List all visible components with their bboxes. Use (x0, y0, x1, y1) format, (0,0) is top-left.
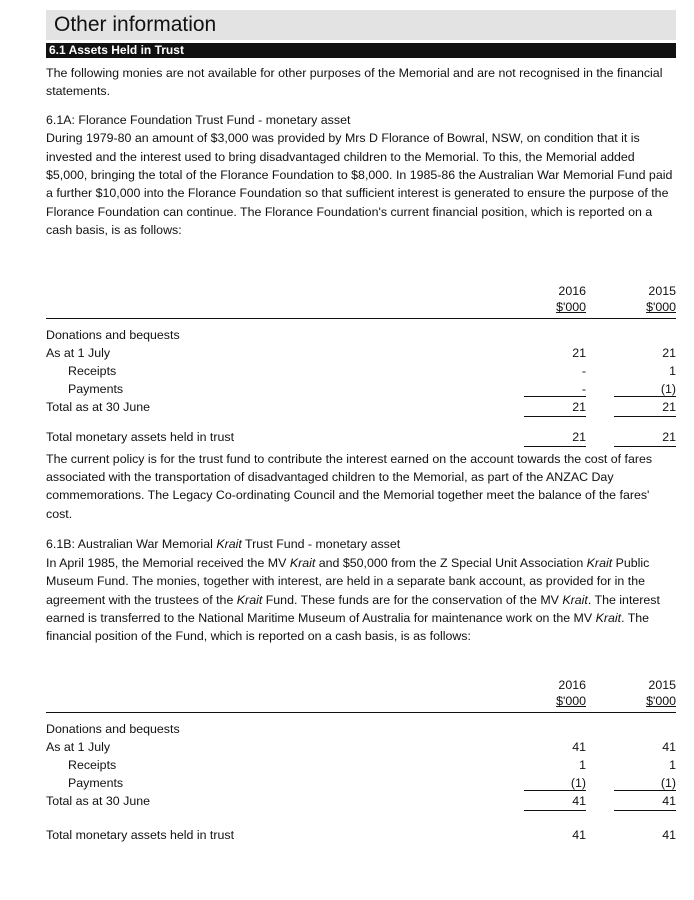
year-2016: 2016 (558, 283, 586, 298)
section-title: 6.1 Assets Held in Trust (46, 43, 676, 58)
row-value-2015: 41 (662, 739, 676, 754)
fund-b-heading-post: Trust Fund - monetary asset (241, 537, 401, 552)
body-text-segment: . The interest earned is transferred to the National Maritime Museum of Australia for maintenance work on the MV (46, 592, 660, 625)
total-rule-2016 (524, 810, 586, 811)
unit-2016: $'000 (556, 299, 586, 314)
total-value-2016: 41 (572, 827, 586, 842)
table-unit-row (46, 692, 676, 710)
fund-b-table (46, 676, 676, 866)
total-rule-2015 (614, 416, 676, 417)
row-value-2016: - (581, 381, 586, 396)
row-value-2016: 21 (572, 399, 586, 414)
subtotal-rule-2015 (614, 790, 676, 791)
fund-b-heading-krait: Krait (216, 537, 242, 552)
row-value-2015: 1 (669, 363, 676, 378)
row-label: Payments (68, 775, 124, 790)
page-title: Other information (46, 10, 676, 40)
body-text-segment: Fund. These funds are for the conservation of the MV (262, 592, 563, 607)
row-label: Receipts (68, 757, 117, 772)
table-row (46, 738, 676, 756)
row-value-2015: 1 (669, 757, 676, 772)
total-rule-2016 (524, 416, 586, 417)
table-row (46, 398, 676, 416)
total-underline-2016 (524, 446, 586, 447)
row-label: Receipts (68, 363, 117, 378)
row-value-2015: 21 (662, 345, 676, 360)
row-label: As at 1 July (46, 345, 111, 360)
subtotal-rule-2016 (524, 396, 586, 397)
table-row (46, 362, 676, 380)
body-text-segment: . The financial position of the Fund, which is reported on a cash basis, is as follows: (46, 610, 650, 644)
table-unit-row (46, 298, 676, 316)
header-rule (46, 318, 676, 319)
donations-label: Donations and bequests (46, 721, 180, 736)
row-value-2016: 21 (572, 345, 586, 360)
row-label: As at 1 July (46, 739, 111, 754)
body-text-segment: and $50,000 from the Z Special Unit Association (315, 555, 587, 570)
body-text-segment: In April 1985, the Memorial received the MV (46, 555, 290, 570)
row-label: Total as at 30 June (46, 793, 151, 808)
krait-italic-text: Krait (562, 592, 588, 607)
year-2016: 2016 (558, 677, 586, 692)
row-value-2016: - (581, 363, 586, 378)
row-value-2016: 1 (579, 757, 586, 772)
row-value-2016: (1) (570, 775, 586, 790)
row-value-2015: (1) (660, 381, 676, 396)
krait-italic-text: Krait (289, 555, 316, 570)
total-value-2015: 21 (662, 429, 676, 444)
table-row (46, 344, 676, 362)
fund-a-table (46, 282, 676, 480)
document-page (46, 10, 676, 866)
total-label: Total monetary assets held in trust (46, 827, 235, 842)
row-label: Total as at 30 June (46, 399, 151, 414)
fund-a-body: During 1979-80 an amount of $3,000 was provided by Mrs D Florance of Bowral, NSW, on condition that it is invested and the interest used to bring disadvantaged children to the Memorial. To this, the Memorial added $5,000, bringing the total of the Florance Foundation to $8,000. In 1985-86 the Australian War Memorial Fund paid a further $10,000 into the Florance Foundation so that sufficient interest is generated to ensure the purpose of the Florance Foundation can continue. The Florance Foundation's current financial position, which is reported on a cash basis, is as follows: (46, 131, 673, 238)
krait-italic-text: Krait (586, 555, 613, 570)
unit-2015: $'000 (646, 693, 676, 708)
intro-paragraph: The following monies are not available for other purposes of the Memorial and are not recognised in the financial statements. (46, 66, 663, 99)
table-total-row (46, 826, 676, 844)
subtotal-rule-2016 (524, 790, 586, 791)
krait-italic-text: Krait (595, 610, 622, 625)
body-text-segment: Public Museum Fund. The monies, together with interest, are held in a separate bank account, as provided for in the agreement with the trustees of the (46, 555, 650, 607)
table-section-label (46, 326, 676, 344)
row-value-2016: 41 (572, 793, 586, 808)
header-rule (46, 712, 676, 713)
subtotal-rule-2015 (614, 396, 676, 397)
unit-2015: $'000 (646, 299, 676, 314)
table-row (46, 756, 676, 774)
fund-b-heading (46, 535, 676, 553)
fund-b-heading-pre: 6.1B: Australian War Memorial (46, 537, 217, 552)
row-label: Payments (68, 381, 124, 396)
year-2015: 2015 (648, 677, 676, 692)
table-section-label (46, 720, 676, 738)
row-value-2015: (1) (660, 775, 676, 790)
row-value-2015: 21 (662, 399, 676, 414)
unit-2016: $'000 (556, 693, 586, 708)
total-underline-2015 (614, 446, 676, 447)
table-total-row (46, 428, 676, 446)
year-2015: 2015 (648, 283, 676, 298)
fund-a-policy: The current policy is for the trust fund to contribute the interest earned on the account towards the cost of fares associated with the transportation of disadvantaged children to the Memorial, as part of the ANZAC Day commemorations. The Legacy Co-ordinating Council and the Memorial together meet the balance of the fares' cost. (46, 451, 653, 521)
row-value-2016: 41 (572, 739, 586, 754)
table-row (46, 792, 676, 810)
fund-b-body (46, 554, 676, 646)
total-rule-2015 (614, 810, 676, 811)
total-label: Total monetary assets held in trust (46, 429, 235, 444)
fund-a-heading: 6.1A: Florance Foundation Trust Fund - monetary asset (46, 112, 351, 127)
total-value-2015: 41 (662, 827, 676, 842)
donations-label: Donations and bequests (46, 327, 180, 342)
total-value-2016: 21 (572, 429, 586, 444)
krait-italic-text: Krait (236, 592, 263, 607)
row-value-2015: 41 (662, 793, 676, 808)
